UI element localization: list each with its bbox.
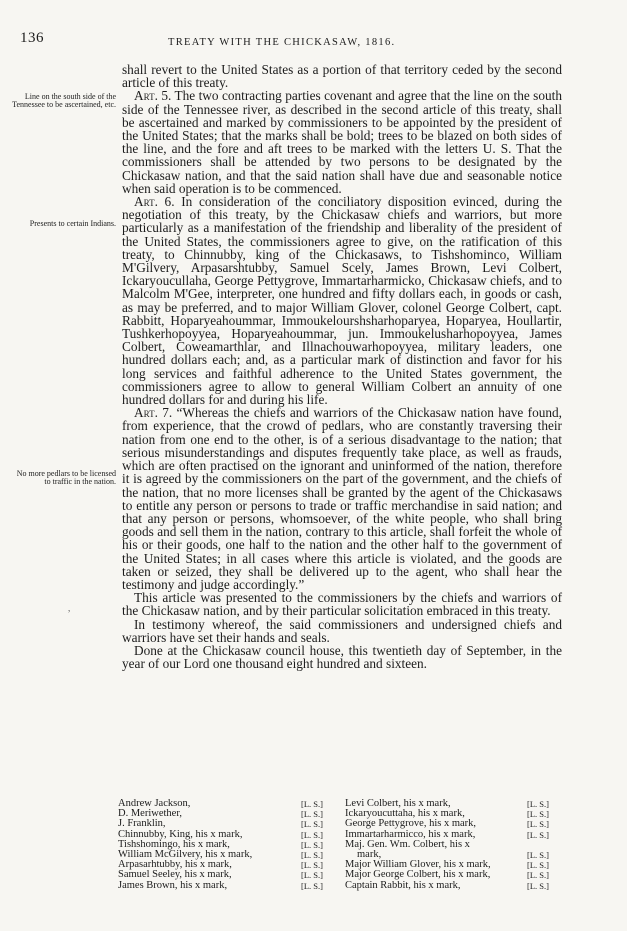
signature-right: George Pettygrove, his x mark, (345, 818, 477, 830)
seal-mark: [L. S.] (301, 870, 323, 881)
signature-left: William McGilvery, his x mark, (118, 848, 253, 860)
article-6-text: In consideration of the conciliatory disposition evinced, during the negotiation of this treaty, by the Chickasaw chiefs and warriors, but more particularly as a manifestation of the friendship and liberality of the president of the United States, the commissioners agree to give, on the ratification of this treaty, to Chinnubby, king of the Chickasaws, to Tishshominco, William M'Gilvery, Arpasarshtubby, Samuel Scely, James Brown, Levi Colbert, Ickaryoucullaha, George Pettygrove, Immartarharmicko, Chickasaw chiefs, and to Malcolm M'Gee, interpreter, one hundred and fifty dollars each, in goods or cash, as may be preferred, and to major William Glover, colonel George Colbert, capt. Rabbitt, Hoparyeahoummar, Immoukelourshsharhoparyea, Hoparyea, Houllartir, Tushkerhopoyyea, Hoparyeahoummar, jun. Immoukelusharhopoyyea, James Colbert, Coweamarthlar, and Illnachouwarhopoyyea, military leaders, one hundred dollars each; and, as a particular mark of distinction and favor for his long services and faithful adherence to the United States government, the commissioners agree to allow to general William Colbert an annuity of one hundred dollars for and during his life. (122, 194, 563, 408)
signature-left: J. Franklin, (118, 818, 166, 830)
seal-mark: [L. S.] (301, 839, 323, 850)
paragraph-article-5 (122, 89, 562, 195)
signature-left: Chinnubby, King, his x mark, (118, 828, 243, 840)
margin-note-line-south-side: Line on the south side of the Tennessee to be ascertained, etc. (12, 92, 116, 109)
paragraph-article-7 (122, 406, 562, 591)
paragraph-presented: This article was presented to the commissioners by the chiefs and warriors of the Chickasaw nation, and by their particular solicitation embraced in this treaty. (122, 590, 562, 619)
article-6-label: Art. 6. (134, 194, 175, 210)
seal-mark: [L. S.] (527, 829, 549, 840)
signature-right: Levi Colbert, his x mark, (345, 798, 451, 809)
signature-right: Captain Rabbit, his x mark, (345, 879, 461, 891)
signature-left: D. Meriwether, (118, 808, 183, 820)
signatures-left-column (118, 799, 252, 891)
seal-mark: [L. S.] (301, 860, 323, 871)
seal-mark: [L. S.] (527, 860, 549, 871)
article-7-label: Art. 7. (134, 405, 173, 421)
signature-left: Tishshomingo, his x mark, (118, 838, 230, 850)
article-5-label: Art. 5. (134, 88, 172, 104)
seal-mark: [L. S.] (301, 829, 323, 840)
running-head: TREATY WITH THE CHICKASAW, 1816. (168, 37, 396, 48)
article-5-text: The two contracting parties covenant and agree that the line on the south side of the Tennessee river, as described in the second article of this treaty, shall be ascertained and marked by commissioners to be appointed by the president of the United States; that the marks shall be bold; trees to be blazed on both sides of the line, and the fore and aft trees to be marked with the letters U. S. That the commissioners shall be attended by two persons to be designated by the Chickasaw nation, and that the said nation shall have due and seasonable notice when said operation is to be commenced. (122, 88, 562, 196)
article-7-text: “Whereas the chiefs and warriors of the Chickasaw nation have found, from experience, that the crowd of pedlars, who are constantly traversing their nation from one end to the other, is of a serious disadvantage to the nation; that serious misunderstandings and disputes frequently take place, as well as frauds, which are often practised on the ignorant and uninformed of the nation, therefore it is agreed by the commissioners on the part of the government, and the chiefs of the nation, that no more licenses shall be granted by the agent of the Chickasaws to entitle any person or persons to trade or traffic merchandise in said nation; and that any person or persons, whomsoever, of the white people, who shall bring goods and sell them in the nation, contrary to this article, shall forfeit the whole of his or their goods, one half to the nation and the other half to the government of the United States; in all cases where this article is violated, and the goods are taken or seized, they shall be delivered up to the agent, who shall hear the testimony and judge accordingly.” (122, 405, 562, 592)
body-text (122, 63, 562, 670)
signature-right: Ickaryoucuttaha, his x mark, (345, 808, 465, 820)
seal-mark: [L. S.] (527, 880, 549, 891)
signature-right: Maj. Gen. Wm. Colbert, his x (345, 838, 470, 850)
signature-right: mark, (357, 848, 382, 860)
seals-left-column (301, 799, 323, 891)
paragraph-continuation: shall revert to the United States as a portion of that territory ceded by the second article of this treaty. (122, 62, 562, 91)
seal-mark: [L. S.] (301, 880, 323, 891)
signature-left: Arpasarhtubby, his x mark, (118, 859, 232, 871)
stray-ink-mark: , (68, 603, 71, 613)
seals-right-column (527, 799, 549, 891)
page-number: 136 (20, 30, 44, 46)
signature-left: Andrew Jackson, (118, 798, 191, 809)
seal-mark: [L. S.] (527, 870, 549, 881)
paragraph-article-6 (122, 195, 562, 406)
seal-mark: [L. S.] (301, 849, 323, 860)
paragraph-done-at: Done at the Chickasaw council house, this twentieth day of September, in the year of our Lord one thousand eight hundred and sixteen. (122, 642, 562, 672)
paragraph-testimony: In testimony whereof, the said commissioners and undersigned chiefs and warriors have set their hands and seals. (122, 616, 562, 645)
seal-mark: [L. S.] (301, 819, 323, 830)
signature-left: James Brown, his x mark, (118, 879, 228, 891)
seal-spacer (527, 840, 549, 850)
seal-mark: [L. S.] (301, 809, 323, 820)
seal-mark: [L. S.] (527, 819, 549, 830)
signature-right: Immartarharmicco, his x mark, (345, 828, 476, 840)
signature-right: Major George Colbert, his x mark, (345, 869, 491, 881)
margin-note-presents: Presents to certain Indians. (29, 219, 116, 228)
seal-mark: [L. S.] (527, 849, 549, 860)
signature-right: Major William Glover, his x mark, (345, 859, 491, 871)
seal-mark: [L. S.] (527, 809, 549, 820)
seal-mark: [L. S.] (301, 799, 323, 809)
margin-note-no-pedlars: No more pedlars to be licensed to traffic in the nation. (16, 469, 116, 486)
signatures-right-column (345, 799, 491, 891)
seal-mark: [L. S.] (527, 799, 549, 809)
signature-left: Samuel Seeley, his x mark, (118, 869, 232, 881)
